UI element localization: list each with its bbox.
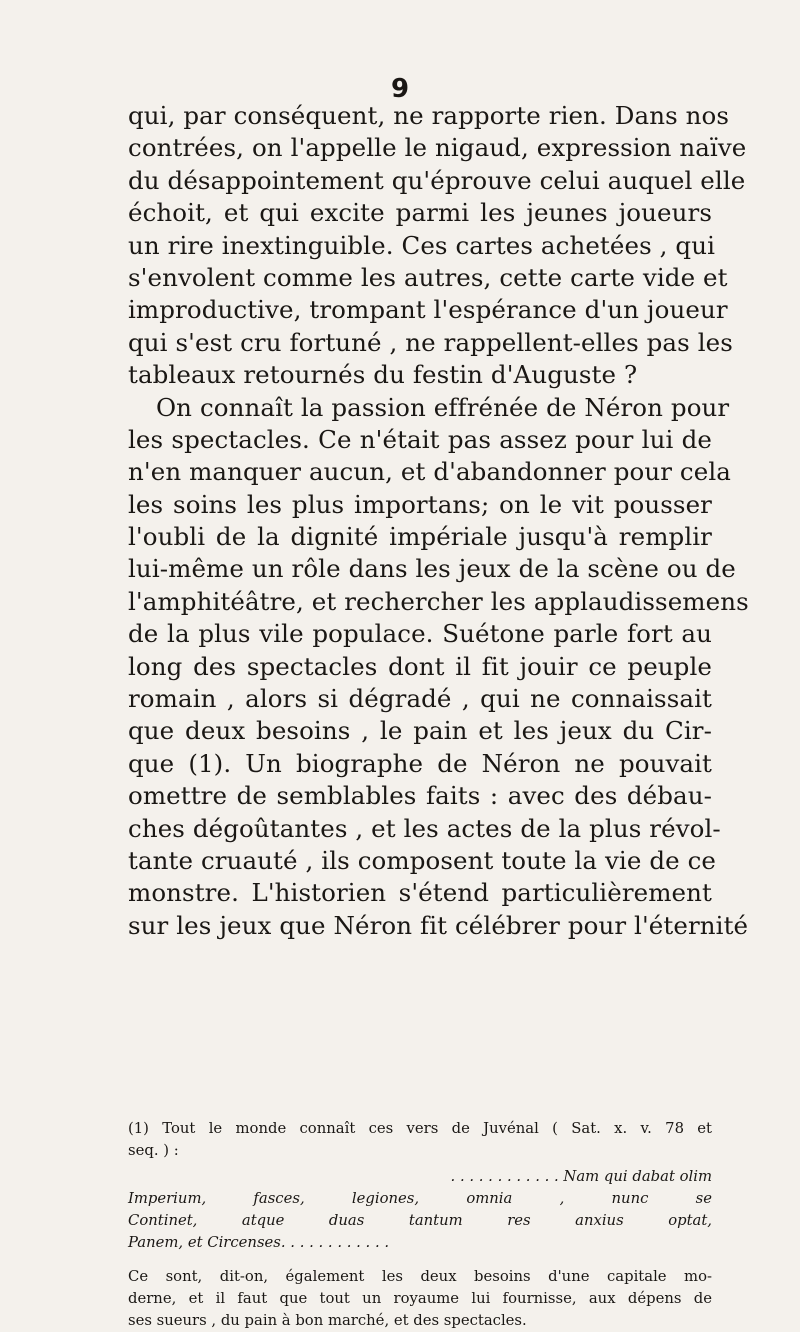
- text-line: improductive, trompant l'espérance d'un joueur: [128, 295, 728, 325]
- text-line: qui, par conséquent, ne rapporte rien. Dans nos: [128, 101, 730, 130]
- text-line: que (1). Un biographe de Néron ne pouvait: [128, 748, 712, 778]
- footnote: [128, 1118, 712, 1332]
- main-text: [128, 100, 749, 942]
- footnote-commentary-line: derne, et il faut que tout un royaume lui fournisse, aux dépens de: [128, 1290, 712, 1307]
- footnote-intro-line: (1) Tout le monde connaît ces vers de Juvénal ( Sat. x. v. 78 et: [128, 1120, 712, 1137]
- text-line: de la plus vile populace. Suétone parle fort au: [128, 619, 712, 649]
- text-line: ches dégoûtantes , et les actes de la plus révol-: [128, 813, 721, 843]
- text-line: que deux besoins , le pain et les jeux du Cir-: [128, 716, 712, 746]
- text-line: l'oubli de la dignité impériale jusqu'à remplir: [128, 522, 712, 552]
- footnote-verse-line: Panem, et Circenses. . . . . . . . . . . .: [128, 1234, 390, 1251]
- text-line: l'amphitéâtre, et rechercher les applaudissemens: [128, 586, 749, 616]
- text-line: lui-même un rôle dans les jeux de la scène ou de: [128, 554, 736, 584]
- text-line: tante cruauté , ils composent toute la vie de ce: [128, 845, 717, 875]
- footnote-verse-line: Imperium, fasces, legiones, omnia , nunc se: [128, 1190, 712, 1207]
- text-line: s'envolent comme les autres, cette carte vide et: [128, 262, 728, 292]
- text-line: On connaît la passion effrénée de Néron pour: [156, 392, 730, 422]
- text-line: les spectacles. Ce n'était pas assez pour lui de: [128, 424, 712, 454]
- page-number: 9: [390, 74, 410, 104]
- footnote-commentary-line: ses sueurs , du pain à bon marché, et des spectacles.: [128, 1312, 527, 1329]
- text-line: monstre. L'historien s'étend particulièrement: [128, 878, 712, 908]
- text-line: qui s'est cru fortuné , ne rappellent-elles pas les: [128, 327, 733, 357]
- footnote-verse-line: Continet, atque duas tantum res anxius optat,: [128, 1212, 712, 1229]
- footnote-intro-line: seq. ) :: [128, 1142, 179, 1159]
- text-line: sur les jeux que Néron fit célébrer pour l'éternité: [128, 910, 749, 940]
- text-line: du désappointement qu'éprouve celui auquel elle: [128, 165, 746, 195]
- footnote-commentary-line: Ce sont, dit-on, également les deux besoins d'une capitale mo-: [128, 1268, 712, 1285]
- text-line: romain , alors si dégradé , qui ne connaissait: [128, 684, 712, 714]
- text-line: n'en manquer aucun, et d'abandonner pour cela: [128, 457, 731, 487]
- text-line: long des spectacles dont il fit jouir ce peuple: [128, 651, 712, 681]
- text-line: échoit, et qui excite parmi les jeunes joueurs: [128, 198, 712, 228]
- text-line: tableaux retournés du festin d'Auguste ?: [128, 360, 638, 390]
- text-line: un rire inextinguible. Ces cartes achetées , qui: [128, 230, 716, 260]
- text-line: les soins les plus importans; on le vit pousser: [128, 489, 712, 519]
- text-line: omettre de semblables faits : avec des débau-: [128, 781, 712, 811]
- footnote-verse-line: . . . . . . . . . . . . Nam qui dabat olim: [450, 1168, 712, 1185]
- text-line: contrées, on l'appelle le nigaud, expression naïve: [128, 133, 747, 163]
